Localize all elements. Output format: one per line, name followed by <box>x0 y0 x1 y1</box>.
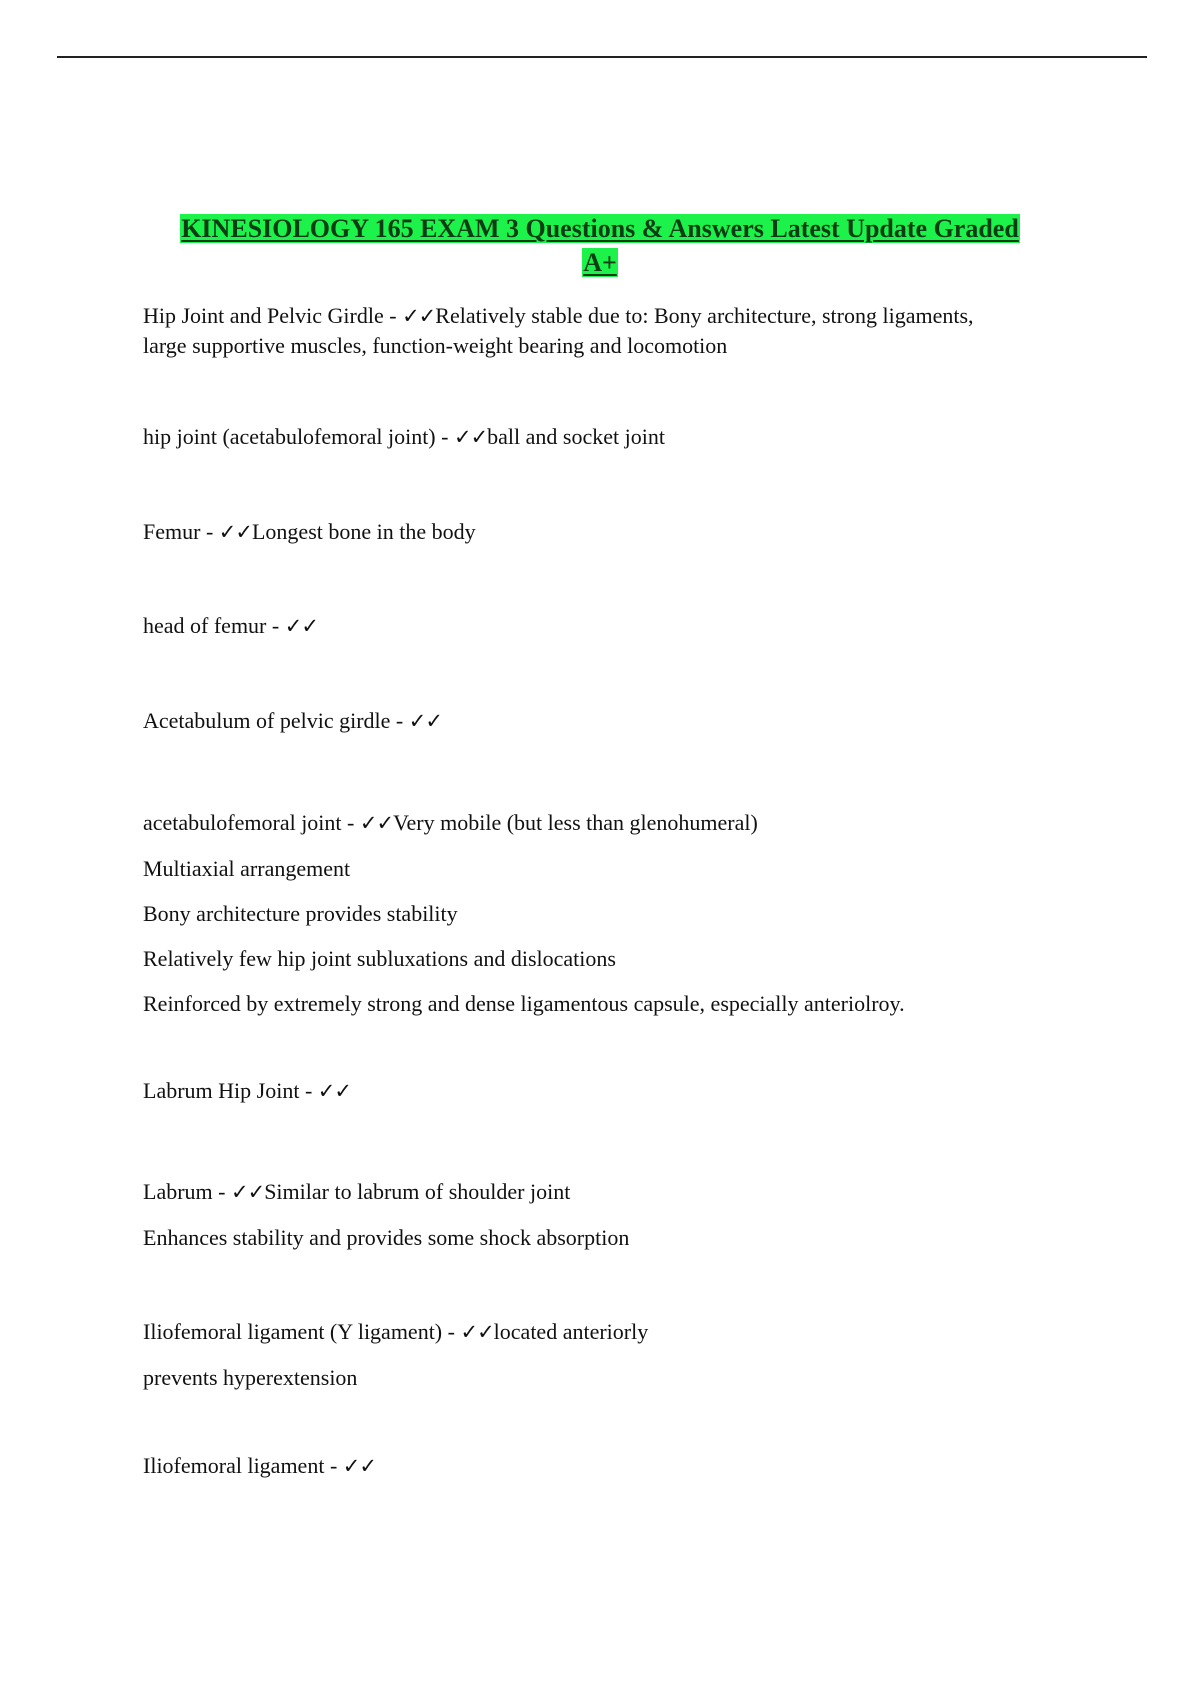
qa-term: head of femur <box>143 613 267 638</box>
qa-answer: ball and socket joint <box>487 424 665 449</box>
qa-term: acetabulofemoral joint <box>143 810 342 835</box>
double-check-icon: ✓✓ <box>408 709 442 733</box>
document-title <box>140 212 1060 280</box>
qa-answer: Enhances stability and provides some shock absorption <box>143 1225 630 1250</box>
qa-entry: acetabulofemoral joint - ✓✓Very mobile (but less than glenohumeral) Multiaxial arrangement Bony architecture provides stability Relatively few hip joint subluxations and dislocations Reinforced by extremely strong and dense ligamentous capsule, especially anteriolroy. <box>143 800 905 1026</box>
double-check-icon: ✓✓ <box>218 520 252 544</box>
qa-answer: Reinforced by extremely strong and dense ligamentous capsule, especially anteriolroy. <box>143 991 905 1016</box>
qa-term: Femur <box>143 519 201 544</box>
qa-entry: Iliofemoral ligament - ✓✓ <box>143 1453 376 1478</box>
page-top-rule <box>57 56 1147 58</box>
qa-answer: prevents hyperextension <box>143 1365 358 1390</box>
qa-answer: Relatively few hip joint subluxations and dislocations <box>143 946 616 971</box>
qa-entry: Femur - ✓✓Longest bone in the body <box>143 519 476 544</box>
qa-answer: located anteriorly <box>493 1319 649 1344</box>
double-check-icon: ✓✓ <box>230 1180 265 1204</box>
qa-entry: Acetabulum of pelvic girdle - ✓✓ <box>143 708 442 733</box>
double-check-icon: ✓✓ <box>317 1079 351 1103</box>
double-check-icon: ✓✓ <box>359 811 394 835</box>
qa-answer: Bony architecture provides stability <box>143 901 458 926</box>
qa-answer: Relatively stable due to: Bony architecture, strong ligaments, <box>435 303 974 328</box>
qa-term: Iliofemoral ligament (Y ligament) <box>143 1319 443 1344</box>
qa-term: hip joint (acetabulofemoral joint) <box>143 424 436 449</box>
qa-entry: head of femur - ✓✓ <box>143 613 318 638</box>
double-check-icon: ✓✓ <box>453 425 488 449</box>
qa-answer: Longest bone in the body <box>251 519 476 544</box>
qa-entry: hip joint (acetabulofemoral joint) - ✓✓ball and socket joint <box>143 424 665 449</box>
double-check-icon: ✓✓ <box>342 1454 376 1478</box>
qa-term: Labrum Hip Joint <box>143 1078 300 1103</box>
qa-entry: Iliofemoral ligament (Y ligament) - ✓✓located anteriorly prevents hyperextension <box>143 1309 648 1401</box>
qa-answer: Multiaxial arrangement <box>143 856 351 881</box>
title-line-1: KINESIOLOGY 165 EXAM 3 Questions & Answers Latest Update Graded <box>181 214 1019 243</box>
title-line-2: A+ <box>583 248 617 277</box>
qa-answer: Similar to labrum of shoulder joint <box>264 1179 571 1204</box>
qa-term: Iliofemoral ligament <box>143 1453 325 1478</box>
double-check-icon: ✓✓ <box>284 614 318 638</box>
qa-term: Acetabulum of pelvic girdle <box>143 708 391 733</box>
qa-entry: Labrum Hip Joint - ✓✓ <box>143 1078 351 1103</box>
qa-answer: large supportive muscles, function-weight bearing and locomotion <box>143 333 728 358</box>
qa-answer: Very mobile (but less than glenohumeral) <box>393 810 758 835</box>
double-check-icon: ✓✓ <box>460 1320 494 1344</box>
qa-term: Labrum <box>143 1179 213 1204</box>
qa-term: Hip Joint and Pelvic Girdle <box>143 303 384 328</box>
qa-entry: Labrum - ✓✓Similar to labrum of shoulder joint Enhances stability and provides some shock absorption <box>143 1169 629 1261</box>
qa-entry: Hip Joint and Pelvic Girdle - ✓✓Relatively stable due to: Bony architecture, strong ligaments, large supportive muscles, function-weight bearing and locomotion <box>143 300 974 361</box>
double-check-icon: ✓✓ <box>402 304 436 328</box>
